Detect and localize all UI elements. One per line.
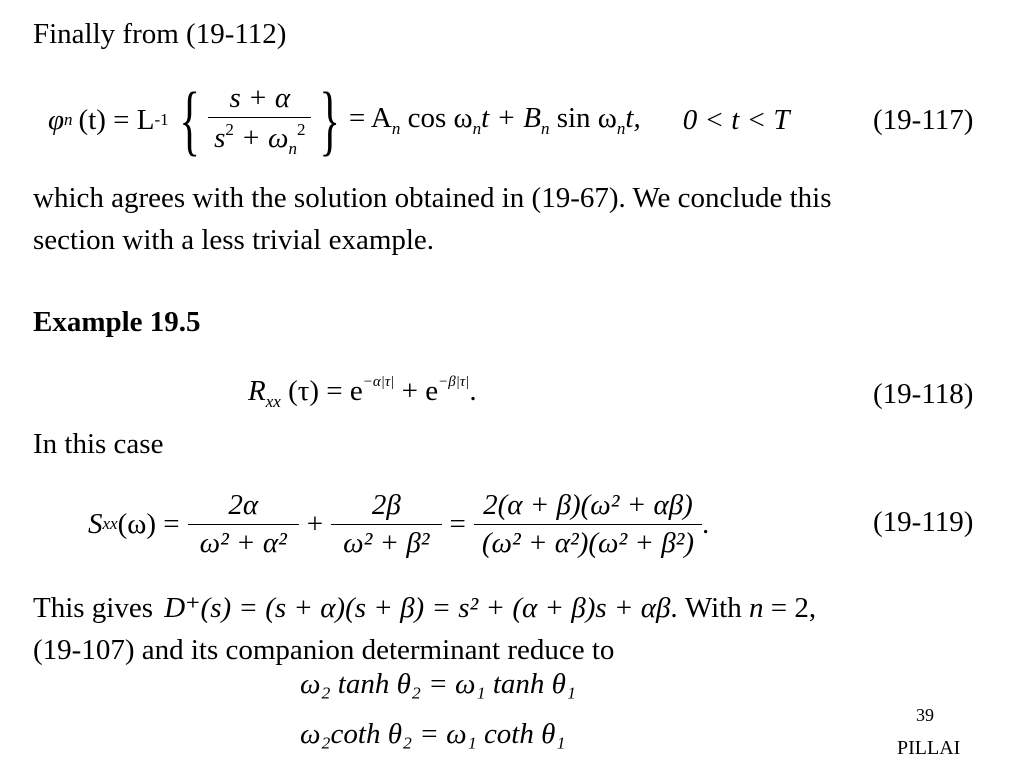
eq119-label: (19-119) — [873, 506, 974, 538]
eq117-range: 0 < t < T — [682, 103, 790, 136]
eq117-lhs-arg: (t) = L — [78, 103, 155, 136]
intro-text: Finally from (19-112) — [33, 18, 287, 50]
eq117-lhs-sub: n — [64, 110, 73, 129]
in-this-case-text: In this case — [33, 428, 164, 460]
example-heading: Example 19.5 — [33, 306, 201, 338]
eq119-fraction-3: $\frac{\text{2(α + β)(ω² + αβ)}}{\text{(ω² + α²)(ω² + β²)}}$ — [474, 489, 702, 560]
eq117-denominator: $s^2 + \omega_n^2$ — [208, 117, 311, 159]
eq117-label: (19-117) — [873, 104, 974, 136]
eq117-rhs: = $A_n$ $\cos \omega_nt + B_n$ $\sin \omega_nt$, — [348, 101, 641, 138]
footer-author: PILLAI — [897, 737, 961, 759]
eq117-right-brace: } — [319, 76, 341, 163]
equation-coth: ω₂coth θ₂ = ω₁ coth θ₁ — [300, 718, 566, 750]
eq117-numerator: s + α — [229, 81, 291, 114]
eq117-lhs-sup: -1 — [154, 110, 169, 129]
eq117-lhs-var: φ — [48, 103, 65, 136]
eq117-fraction — [208, 82, 311, 159]
paragraph-line-1: which agrees with the solution obtained in (19-67). We conclude this — [33, 182, 832, 214]
eq117-left-brace: { — [179, 76, 200, 163]
eq118-label: (19-118) — [873, 378, 974, 410]
eq119-fraction-1: $\frac{2\alpha}{\text{ω² + α²}}$ — [188, 489, 299, 560]
paragraph-2-line-1: This gives D⁺(s) = (s + α)(s + β) = s² + (α + β)s + αβ. With n = 2, — [33, 592, 817, 624]
page-number: 39 — [916, 705, 934, 725]
equation-tanh: ω₂ tanh θ₂ = ω₁ tanh θ₁ — [300, 668, 576, 700]
equation-19-117 — [48, 70, 790, 170]
equation-19-119: S xx (ω) = $\frac{2\alpha}{\text{ω² + α²}}$ + $\frac{2\beta}{\text{ω² + β²}}$ = $\frac{\text{2(α + β)(ω² + αβ)}}{\text{(ω² + α²)(ω² + β²)}}$ . — [88, 488, 710, 559]
paragraph-2-line-2: (19-107) and its companion determinant reduce to — [33, 634, 615, 666]
d-plus-expression: D⁺(s) = (s + α)(s + β) = s² + (α + β)s + αβ — [164, 592, 671, 624]
paragraph-line-2: section with a less trivial example. — [33, 224, 435, 256]
eq119-fraction-2: $\frac{2\beta}{\text{ω² + β²}}$ — [331, 489, 441, 560]
equation-19-118: $R_{xx}$ $(\tau) = e^{-\alpha|\tau|} + e^{-\beta|\tau|}$. — [248, 374, 477, 411]
